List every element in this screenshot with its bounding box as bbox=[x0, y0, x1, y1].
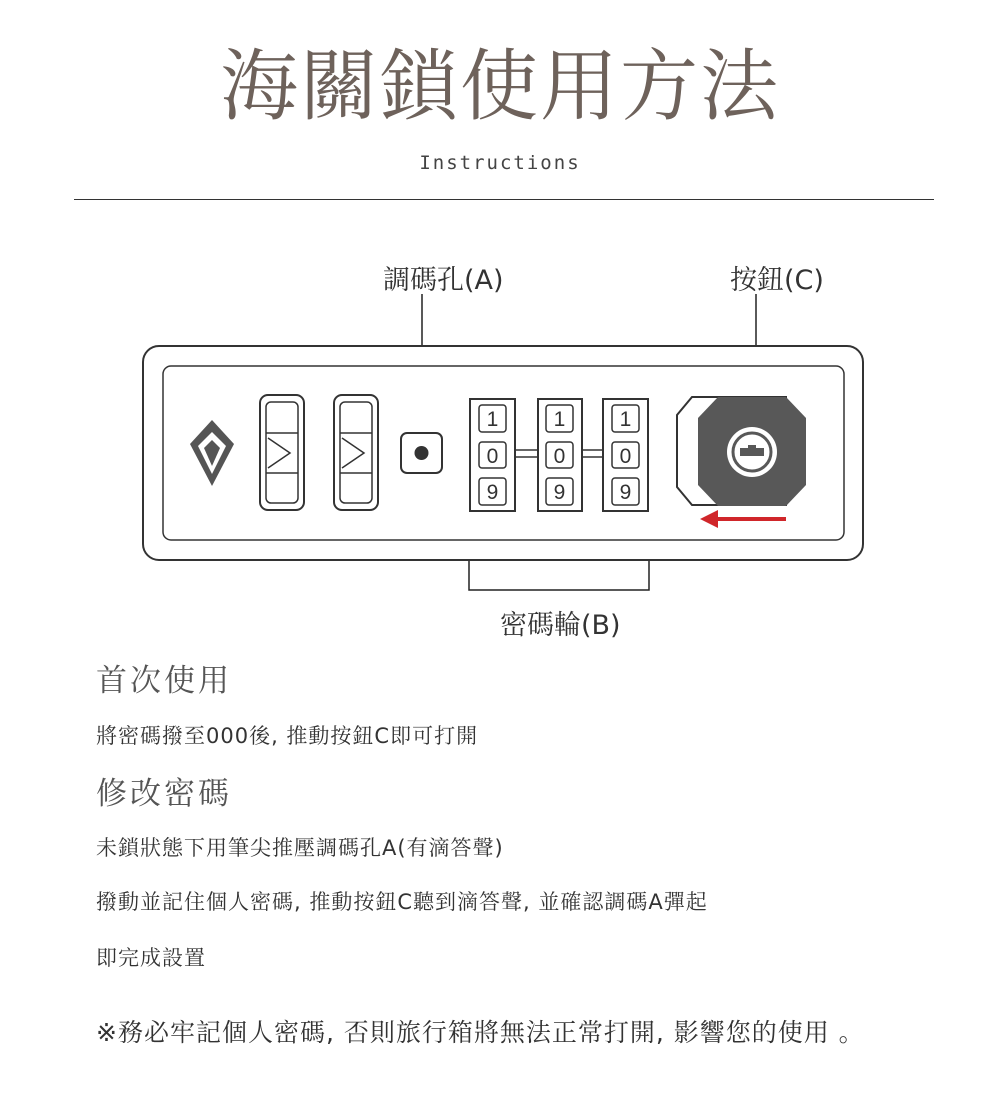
wheel-2-top-digit: 1 bbox=[553, 408, 566, 431]
wheel-1-bottom-digit: 9 bbox=[486, 481, 499, 504]
key-slot-icon bbox=[740, 448, 764, 456]
push-button-icon bbox=[677, 397, 806, 506]
wheel-3-bottom-digit: 9 bbox=[619, 481, 632, 504]
wheel-3-mid-digit: 0 bbox=[619, 445, 632, 468]
slider-left-icon bbox=[260, 395, 304, 510]
wheel-2-mid-digit: 0 bbox=[553, 445, 566, 468]
warning-note: ※務必牢記個人密碼, 否則旅行箱將無法正常打開, 影響您的使用 。 bbox=[96, 1018, 865, 1047]
code-wheel-1 bbox=[470, 399, 515, 511]
label-code-wheels: 密碼輪(B) bbox=[500, 610, 621, 641]
label-adjust-hole: 調碼孔(A) bbox=[383, 265, 504, 296]
code-wheel-3 bbox=[603, 399, 648, 511]
wheel-2-bottom-digit: 9 bbox=[553, 481, 566, 504]
adjust-hole-icon bbox=[401, 433, 442, 473]
page-subtitle: Instructions bbox=[419, 152, 581, 174]
page-title: 海關鎖使用方法 bbox=[219, 42, 780, 132]
change-code-line-1: 未鎖狀態下用筆尖推壓調碼孔A(有滴答聲) bbox=[96, 836, 504, 860]
wheel-1-mid-digit: 0 bbox=[486, 445, 499, 468]
wheel-3-top-digit: 1 bbox=[619, 408, 632, 431]
change-code-line-3: 即完成設置 bbox=[96, 946, 206, 970]
slider-right-icon bbox=[334, 395, 378, 510]
code-wheel-2 bbox=[538, 399, 582, 511]
section-heading-first-use: 首次使用 bbox=[96, 663, 232, 699]
wheel-1-top-digit: 1 bbox=[486, 408, 499, 431]
change-code-line-2: 撥動並記住個人密碼, 推動按鈕C聽到滴答聲, 並確認調碼A彈起 bbox=[96, 890, 708, 914]
label-button: 按鈕(C) bbox=[730, 265, 824, 296]
section-heading-change-code: 修改密碼 bbox=[96, 776, 232, 812]
first-use-line-1: 將密碼撥至000後, 推動按鈕C即可打開 bbox=[96, 724, 479, 748]
